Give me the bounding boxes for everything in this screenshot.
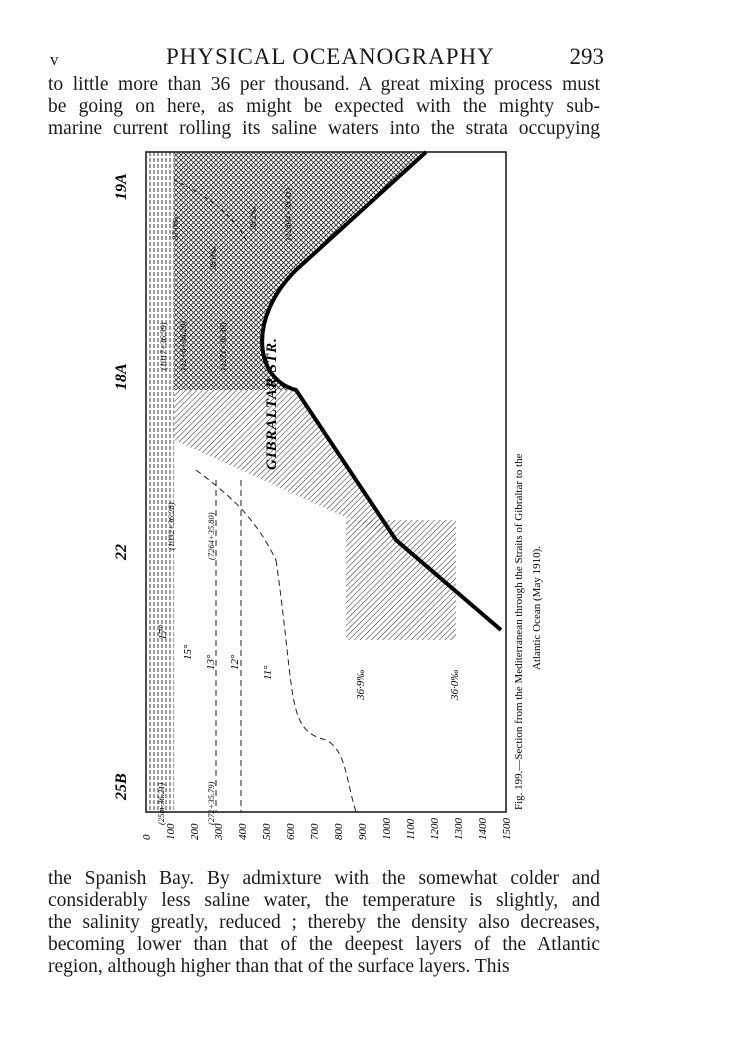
depth-tick-label: 0 bbox=[141, 834, 153, 840]
text-line: to little more than 36 per thousand. A great mixing process must bbox=[48, 74, 600, 95]
figure-caption-line: Atlantic Ocean (May 1910). bbox=[531, 545, 543, 670]
text-line: be going on here, as might be expected with the mighty sub- bbox=[48, 96, 600, 117]
sample-label: (12+6+36.29) bbox=[178, 320, 188, 370]
isotherm-11 bbox=[276, 560, 356, 812]
depth-tick-label: 1300 bbox=[453, 818, 465, 840]
station-label: 22 bbox=[113, 544, 130, 560]
sample-label: (1271+36.39) bbox=[218, 322, 228, 370]
sample-label: 37·0‰ bbox=[170, 216, 180, 240]
station-label: 18A bbox=[113, 363, 130, 390]
depth-tick-label: 1400 bbox=[477, 818, 489, 840]
text-line: becoming lower than that of the deepest layers of the Atlantic bbox=[48, 934, 600, 955]
page-number: 293 bbox=[569, 44, 604, 69]
depth-tick-label: 1100 bbox=[405, 818, 417, 840]
figure-caption-line: Fig. 199.—Section from the Mediterranean through the Straits of Gibraltar to the bbox=[513, 453, 525, 810]
sample-label: (1032+36.28) bbox=[166, 502, 176, 550]
depth-tick-label: 100 bbox=[165, 823, 177, 840]
isotherm-label: 13° bbox=[205, 654, 217, 670]
sample-label: (25m-36.21) bbox=[156, 782, 166, 825]
sample-label: (1017+36.39) bbox=[158, 322, 168, 370]
salinity-label: 36·0‰ bbox=[449, 669, 461, 700]
running-header bbox=[46, 42, 606, 72]
station-label: 25B bbox=[113, 773, 130, 800]
depth-tick-label: 800 bbox=[333, 823, 345, 840]
depth-tick-label: 300 bbox=[213, 823, 225, 840]
text-line: marine current rolling its saline waters into the strata occupying bbox=[48, 118, 600, 139]
surface-layer bbox=[146, 152, 174, 812]
depth-tick-label: 1000 bbox=[381, 818, 393, 840]
depth-tick-label: 500 bbox=[261, 823, 273, 840]
isotherm-label: 15° bbox=[182, 644, 194, 660]
depth-tick-label: 900 bbox=[357, 823, 369, 840]
text-line: the Spanish Bay. By admixture with the somewhat colder and bbox=[48, 868, 600, 889]
sample-label: (12804+38.41) bbox=[283, 188, 293, 240]
sample-label: (7264+35.80) bbox=[206, 512, 216, 560]
oceanographic-section-figure bbox=[96, 140, 636, 855]
station-label: 19A bbox=[113, 173, 130, 200]
salinity-label: 36·9‰ bbox=[355, 669, 367, 700]
text-line: the salinity greatly, reduced ; thereby the density also decreases, bbox=[48, 912, 600, 933]
sample-label: 38·0‰ bbox=[208, 246, 218, 270]
sample-label: 38·2‰ bbox=[248, 206, 258, 230]
running-title: PHYSICAL OCEANOGRAPHY bbox=[166, 44, 495, 69]
isotherm-label: 17° bbox=[157, 624, 169, 640]
isotherm-label: 12° bbox=[229, 654, 241, 670]
depth-tick-label: 1500 bbox=[501, 818, 513, 840]
deep-hatched-region bbox=[346, 520, 456, 640]
depth-tick-label: 400 bbox=[237, 823, 249, 840]
paragraph-bottom bbox=[48, 868, 600, 978]
depth-tick-label: 700 bbox=[309, 823, 321, 840]
text-line: region, although higher than that of the surface layers. This bbox=[48, 956, 510, 977]
text-line: considerably less saline water, the temperature is slightly, and bbox=[48, 890, 600, 911]
paragraph-top bbox=[48, 74, 600, 140]
depth-tick-label: 600 bbox=[285, 823, 297, 840]
depth-tick-label: 1200 bbox=[429, 818, 441, 840]
strait-label: GIBRALTAR STR. bbox=[264, 337, 280, 470]
isotherm-label: 11° bbox=[262, 665, 274, 680]
chapter-number: v bbox=[50, 50, 59, 69]
depth-tick-label: 200 bbox=[189, 823, 201, 840]
sample-label: (272+35.79) bbox=[206, 781, 216, 825]
